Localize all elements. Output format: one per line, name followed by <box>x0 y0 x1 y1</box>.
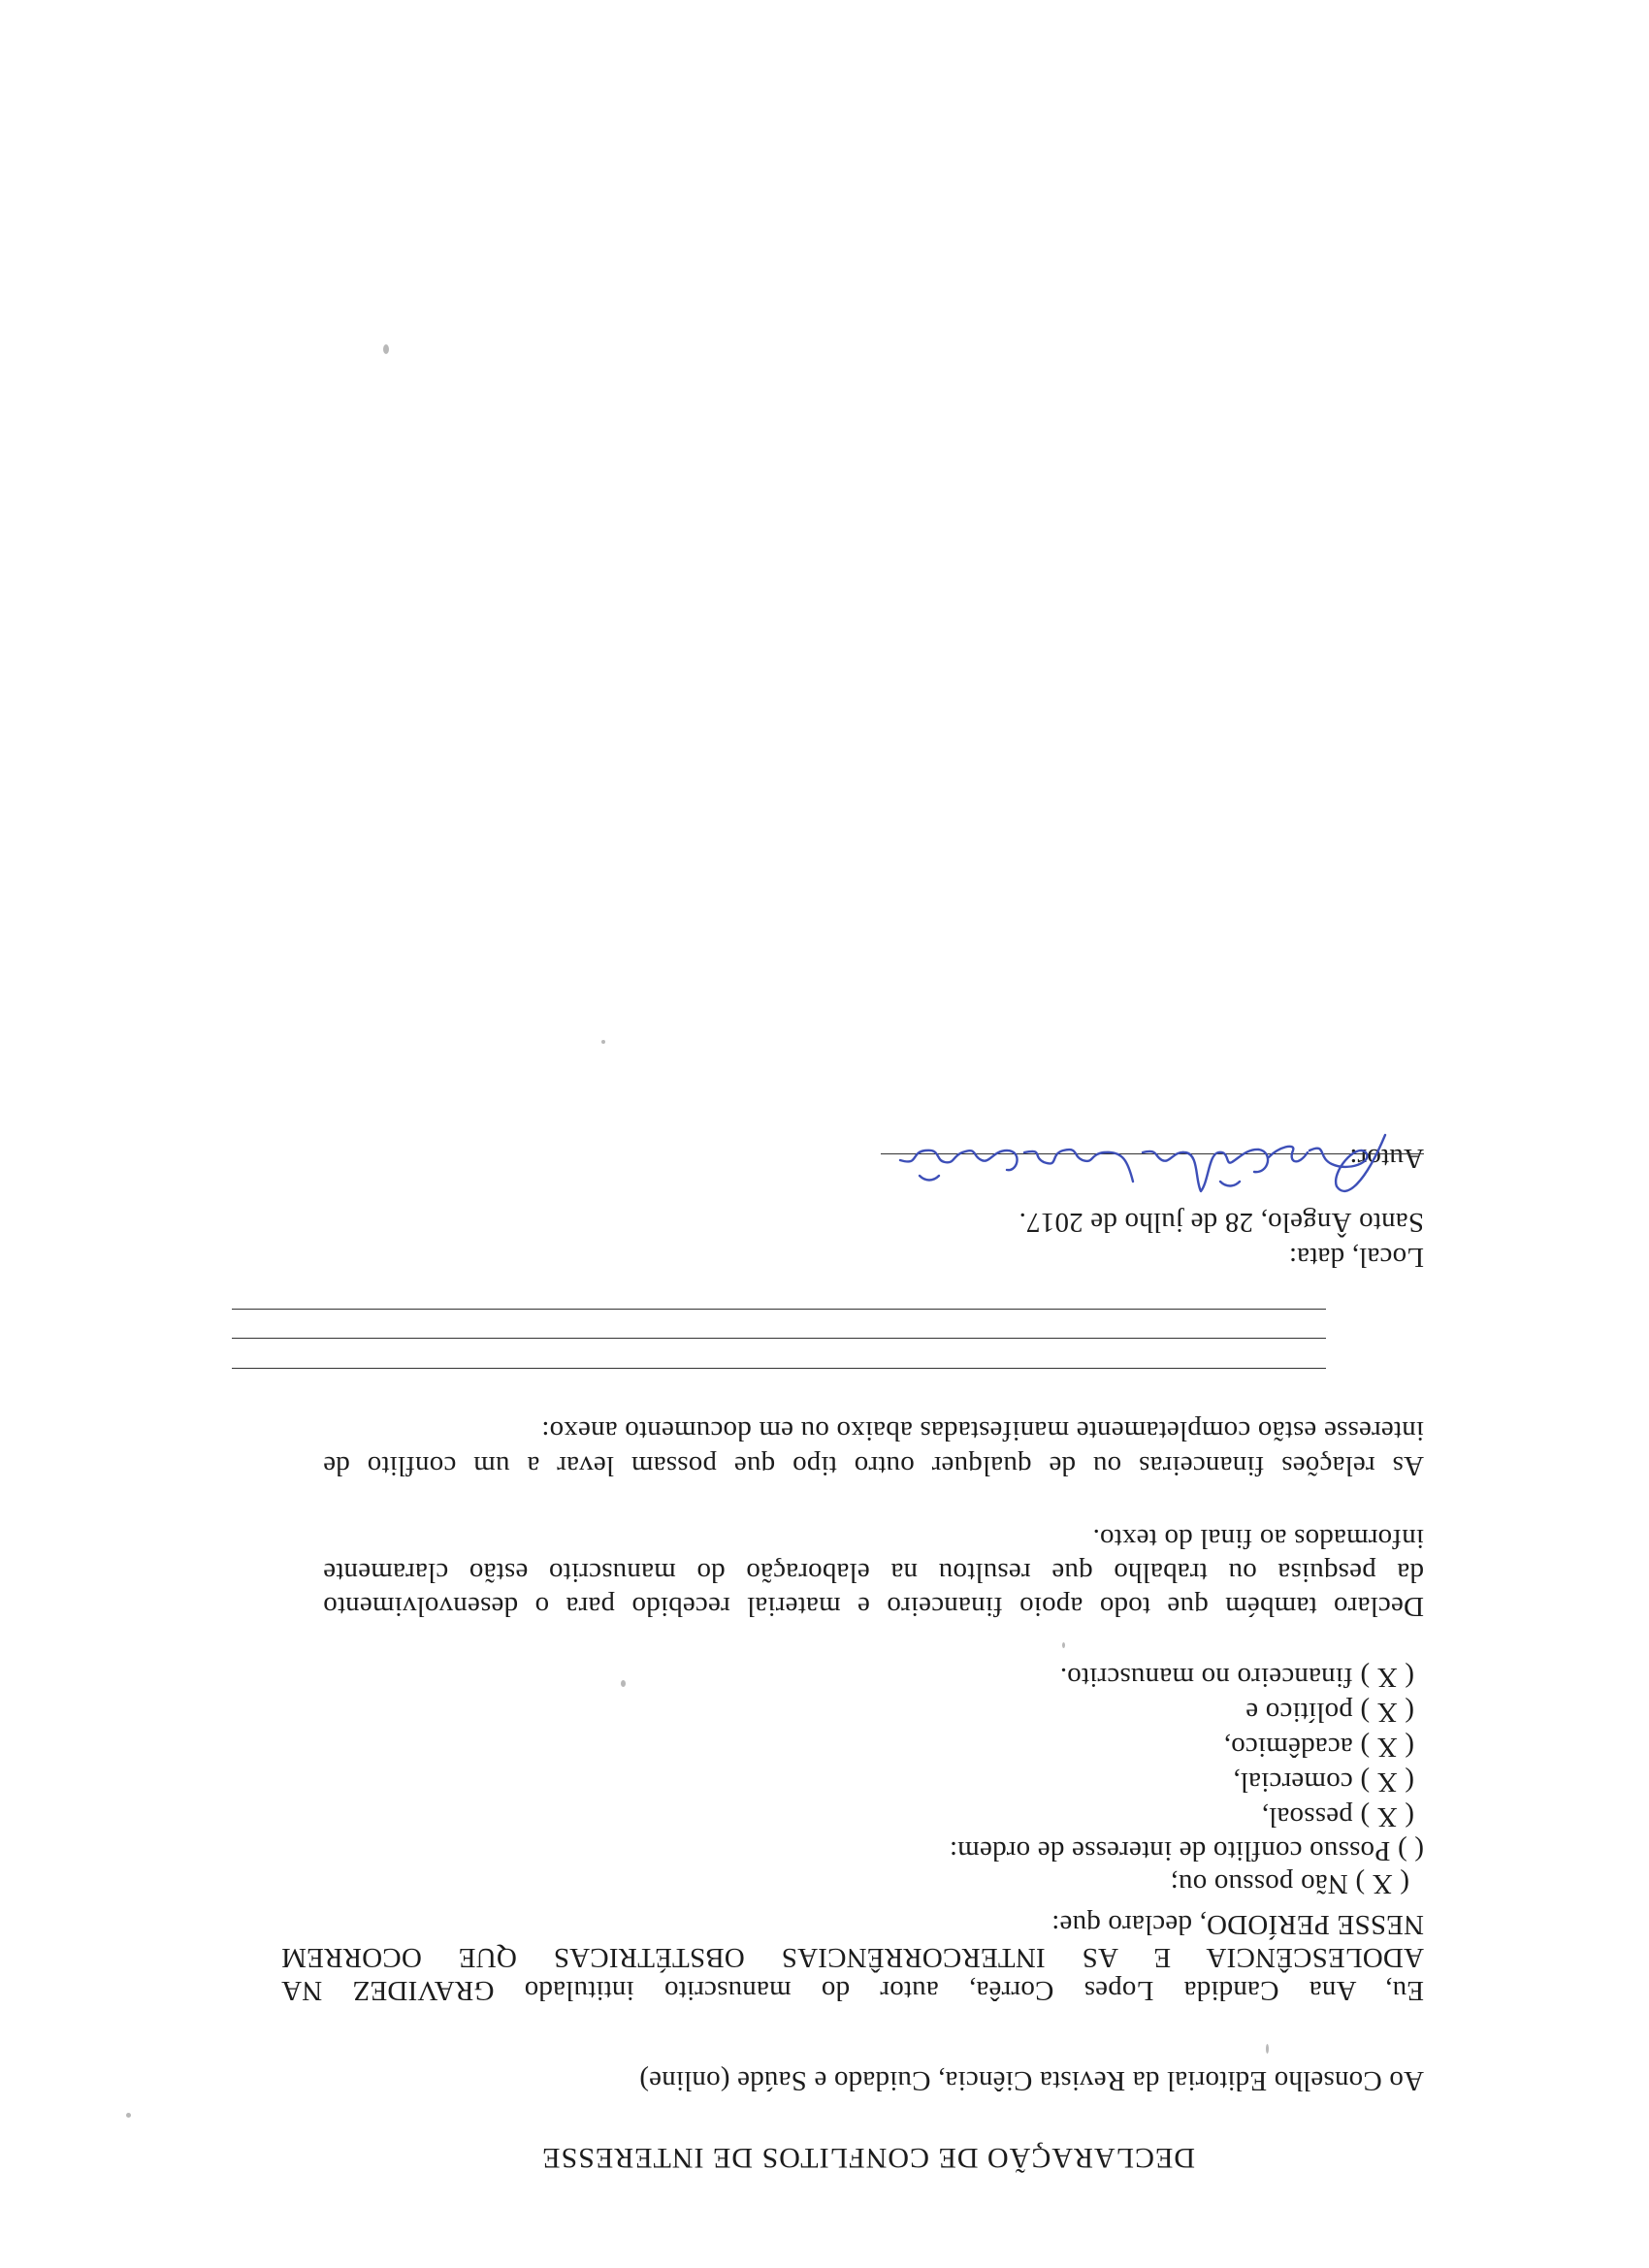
intro-line: ADOLESCÊNCIA E AS INTERCORRÊNCIAS OBSTÉTRICAS QUE OCORREM <box>281 1942 1424 1973</box>
declaration-line: informados ao final do texto. <box>1092 1523 1424 1554</box>
intro-line: Eu, Ana Candida Lopes Corrêa, autor do manuscrito intitulado GRAVIDEZ NA <box>281 1975 1424 2006</box>
author-label: Autor: <box>1349 1143 1424 1174</box>
option-have-conflict: ( ) Possuo conflito de interesse de ordem: <box>949 1835 1424 1866</box>
intro-line: NESSE PERÍODO, declaro que: <box>1051 1909 1424 1940</box>
option-personal: ( X ) pessoal, <box>1261 1801 1414 1832</box>
blank-line <box>232 1309 1326 1310</box>
option-academic: ( X ) acadêmico, <box>1223 1732 1414 1763</box>
blank-line <box>232 1368 1326 1369</box>
scan-speck <box>1266 2044 1269 2054</box>
relations-line: As relações financeiras ou de qualquer outro tipo que possam levar a um conflito de <box>323 1450 1424 1481</box>
scan-speck <box>601 1040 605 1044</box>
place-date-label: Local, data: <box>1288 1242 1424 1273</box>
place-date-value: Santo Ângelo, 28 de julho de 2017. <box>1018 1207 1424 1238</box>
option-political: ( X ) político e <box>1245 1697 1414 1728</box>
declaration-line: da pesquisa ou trabalho que resultou na elaboração do manuscrito estão claramente <box>323 1557 1424 1588</box>
declaration-line: Declaro também que todo apoio financeiro e material recebido para o desenvolvimento <box>323 1591 1424 1622</box>
document-title: DECLARAÇÃO DE CONFLITOS DE INTERESSE <box>541 2142 1195 2174</box>
scan-speck <box>621 1680 626 1687</box>
author-signature <box>823 1114 1424 1211</box>
option-not-have: ( X ) Não possuo ou; <box>1170 1868 1409 1899</box>
option-financial: ( X ) financeiro no manuscrito. <box>1059 1662 1414 1693</box>
scan-speck <box>126 2113 131 2118</box>
scan-speck <box>383 344 389 354</box>
option-commercial: ( X ) comercial, <box>1233 1766 1414 1798</box>
relations-line: interesse estão completamente manifestadas abaixo ou em documento anexo: <box>541 1415 1424 1446</box>
addressee-line: Ao Conselho Editorial da Revista Ciência, Cuidado e Saúde (online) <box>639 2065 1424 2096</box>
blank-line <box>232 1338 1326 1339</box>
scan-speck <box>1062 1642 1065 1648</box>
